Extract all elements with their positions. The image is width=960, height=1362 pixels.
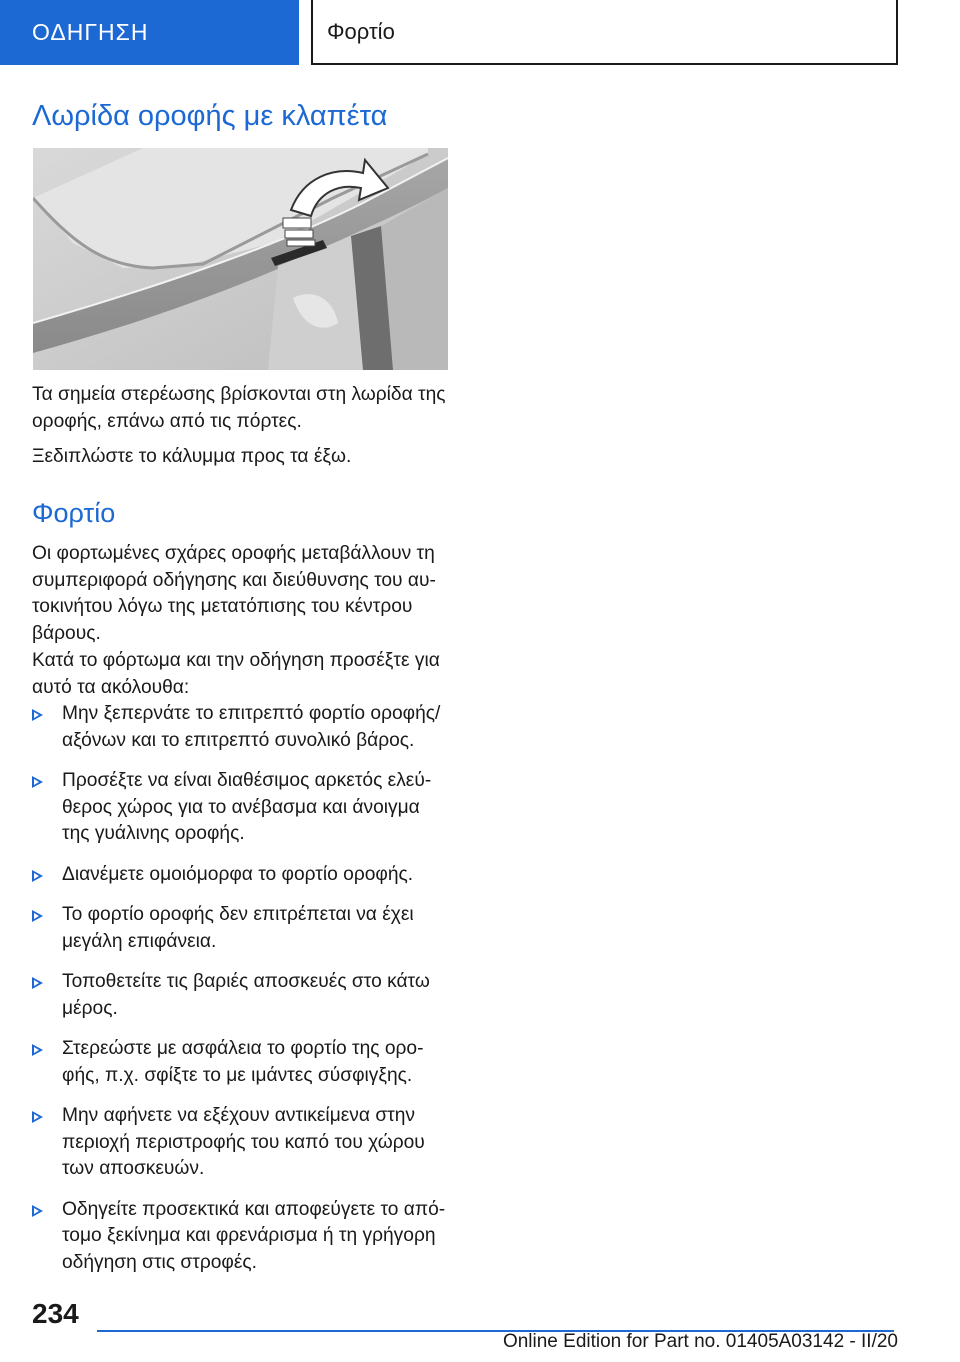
section-title-roof-rail: Λωρίδα οροφής με κλαπέτα xyxy=(32,100,388,132)
triangle-bullet-icon xyxy=(32,977,43,989)
triangle-bullet-icon xyxy=(32,776,43,788)
triangle-bullet-icon xyxy=(32,1111,43,1123)
header-section-tab xyxy=(0,0,299,65)
triangle-bullet-icon xyxy=(32,910,43,922)
triangle-bullet-icon xyxy=(32,1205,43,1217)
list-item: Διανέμετε ομοιόμορφα το φορτίο οροφής. xyxy=(32,862,452,889)
load-paragraph-2: Κατά το φόρτωμα και την οδήγηση προσέξτε για αυτό τα ακόλουθα: xyxy=(32,650,440,698)
header-section-label: ΟΔΗΓΗΣΗ xyxy=(32,19,149,45)
section-title-load: Φορτίο xyxy=(32,498,116,528)
list-item: Τοποθετείτε τις βαριές αποσκευές στο κάτω μέρος. xyxy=(32,969,452,1022)
triangle-bullet-icon xyxy=(32,870,43,882)
footer-edition-text: Online Edition for Part no. 01405A03142 - II/20 xyxy=(502,1331,898,1352)
roof-rail-paragraph-2: Ξεδιπλώστε το κάλυμμα προς τα έξω. xyxy=(32,446,352,467)
triangle-bullet-icon xyxy=(32,709,43,721)
list-item: Προσέξτε να είναι διαθέσιμος αρκετός ελεύθερος χώρος για το ανέβασμα και άνοιγμα της γυάλινης οροφής. xyxy=(32,768,452,848)
roof-rail-flap-icon xyxy=(33,148,448,370)
header-topic-label: Φορτίο xyxy=(327,18,395,44)
list-item: Οδηγείτε προσεκτικά και αποφεύγετε το απότομο ξεκίνημα και φρενάρισμα ή τη γρήγορη οδήγηση στις στροφές. xyxy=(32,1197,452,1277)
load-instructions-list xyxy=(32,701,452,1290)
list-item: Στερεώστε με ασφάλεια το φορτίο της οροφής, π.χ. σφίξτε το με ιμάντες σύσφιγξης. xyxy=(32,1036,452,1089)
triangle-bullet-icon xyxy=(32,1044,43,1056)
page-number: 234 xyxy=(32,1298,79,1329)
header-topic-box xyxy=(311,0,898,65)
roof-rail-paragraph-1: Τα σημεία στερέωσης βρίσκονται στη λωρίδα της οροφής, επάνω από τις πόρτες. xyxy=(32,384,446,432)
roof-rail-flap-illustration xyxy=(33,148,448,370)
list-item: Μην ξεπερνάτε το επιτρεπτό φορτίο οροφής/αξόνων και το επιτρεπτό συνολικό βάρος. xyxy=(32,701,452,754)
load-paragraph-1: Οι φορτωμένες σχάρες οροφής μεταβάλλουν τη συμπεριφορά οδήγησης και διεύθυνσης του αυτοκινήτου λόγω της μετατόπισης του κέντρου βάρους. xyxy=(32,543,436,644)
list-item: Το φορτίο οροφής δεν επιτρέπεται να έχει μεγάλη επιφάνεια. xyxy=(32,902,452,955)
list-item: Μην αφήνετε να εξέχουν αντικείμενα στην περιοχή περιστροφής του καπό του χώρου των αποσκευών. xyxy=(32,1103,452,1183)
